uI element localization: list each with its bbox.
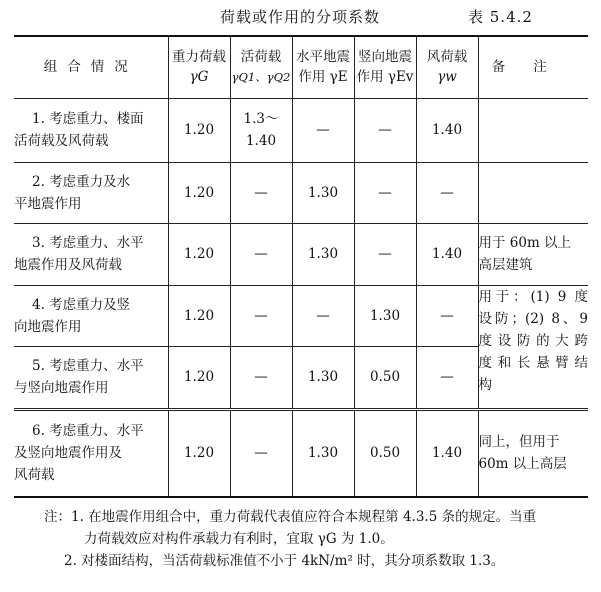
combo-line: 4. 考虑重力及竖: [32, 296, 131, 313]
table-row: [14, 162, 588, 223]
vertical-eq-cell: 0.50: [354, 346, 416, 409]
wind-cell: —: [416, 162, 478, 223]
combo-cell: [14, 223, 168, 285]
horizontal-eq-cell: —: [292, 98, 354, 162]
remark-line: 度设防的大跨: [478, 332, 588, 349]
horizontal-eq-cell: —: [292, 285, 354, 346]
wind-cell: 1.40: [416, 98, 478, 162]
live-cell: —: [230, 409, 292, 497]
vertical-eq-cell: 1.30: [354, 285, 416, 346]
remark-line: 设防；(2) 8、9: [478, 310, 588, 327]
combo-line: 活荷载及风荷载: [14, 133, 109, 149]
combo-cell: [14, 285, 168, 346]
live-line: 1.3～: [243, 111, 279, 127]
combo-line: 向地震作用: [14, 318, 82, 335]
live-cell: —: [230, 285, 292, 346]
combo-line: 与竖向地震作用: [14, 380, 109, 396]
table-row: [14, 285, 588, 346]
vertical-eq-cell: —: [354, 162, 416, 223]
combo-line: 3. 考虑重力、水平: [32, 235, 144, 251]
gravity-cell: 1.20: [168, 162, 230, 223]
live-cell: —: [230, 346, 292, 409]
header-vertical-eq: [354, 36, 416, 98]
header-wind-label: 风荷载: [426, 49, 468, 66]
header-live-label: 活荷载: [240, 49, 282, 66]
combo-cell: [14, 162, 168, 223]
table-row: [14, 98, 588, 162]
vertical-eq-cell: —: [354, 98, 416, 162]
remark-cell: [478, 409, 588, 497]
combo-line: 平地震作用: [14, 195, 82, 212]
header-gravity-symbol: γG: [189, 69, 209, 86]
header-live-symbol: γQ1、γQ2: [231, 70, 291, 85]
coefficient-table: [14, 35, 588, 498]
remark-line: 构: [478, 376, 492, 393]
vertical-eq-cell: —: [354, 223, 416, 285]
wind-cell: —: [416, 285, 478, 346]
combo-line: 6. 考虑重力、水平: [32, 423, 144, 440]
combo-cell: [14, 346, 168, 409]
header-vertical-eq-label: 竖向地震: [358, 49, 412, 66]
header-horizontal-eq: [292, 36, 354, 98]
live-cell: —: [230, 162, 292, 223]
horizontal-eq-cell: 1.30: [292, 346, 354, 409]
combo-line: 风荷载: [14, 467, 55, 484]
table-row: [14, 409, 588, 497]
combo-line: 及竖向地震作用及: [14, 445, 122, 462]
header-horizontal-eq-label: 水平地震: [296, 49, 350, 66]
header-gravity: [168, 36, 230, 98]
table-title: 荷载或作用的分项系数: [219, 8, 380, 26]
gravity-cell: 1.20: [168, 223, 230, 285]
remark-cell: [478, 285, 588, 409]
gravity-cell: 1.20: [168, 285, 230, 346]
wind-cell: 1.40: [416, 223, 478, 285]
combo-line: 2. 考虑重力及水: [32, 173, 131, 190]
live-line: 1.40: [245, 133, 277, 149]
wind-cell: 1.40: [416, 409, 478, 497]
remark-line: 60m 以上高层: [478, 456, 567, 473]
combo-cell: [14, 98, 168, 162]
table-number: 表 5.4.2: [468, 8, 533, 26]
header-wind-symbol: γw: [437, 69, 457, 86]
live-cell: —: [230, 223, 292, 285]
table-row: [14, 223, 588, 285]
gravity-cell: 1.20: [168, 409, 230, 497]
horizontal-eq-cell: 1.30: [292, 409, 354, 497]
remark-line: 度和长悬臂结: [478, 354, 588, 371]
note-1-line-1: 注：1. 在地震作用组合中，重力荷载代表值应符合本规程第 4.3.5 条的规定。当重: [44, 509, 537, 525]
remark-cell: [478, 223, 588, 285]
header-vertical-eq-line2: 作用 γEv: [356, 69, 414, 86]
vertical-eq-cell: 0.50: [354, 409, 416, 497]
header-wind: [416, 36, 478, 98]
gravity-cell: 1.20: [168, 346, 230, 409]
remark-line: 同上，但用于: [478, 434, 560, 451]
note-2: 2. 对楼面结构，当活荷载标准值不小于 4kN/m² 时，其分项系数取 1.3。: [64, 553, 505, 569]
remark-cell: [478, 162, 588, 223]
header-row: [14, 36, 588, 98]
gravity-cell: 1.20: [168, 98, 230, 162]
header-combination: 组合情况: [14, 36, 168, 98]
live-cell: [230, 98, 292, 162]
remark-cell: [478, 98, 588, 162]
remark-line: 高层建筑: [478, 257, 533, 273]
combo-line: 1. 考虑重力、楼面: [32, 111, 144, 127]
header-live: [230, 36, 292, 98]
combo-line: 5. 考虑重力、水平: [32, 358, 144, 374]
wind-cell: —: [416, 346, 478, 409]
remark-line: 用于 60m 以上: [478, 235, 572, 251]
header-remark: 备注: [478, 36, 588, 98]
table-notes: [44, 506, 584, 572]
combo-line: 地震作用及风荷载: [14, 257, 122, 273]
header-gravity-label: 重力荷载: [172, 49, 226, 66]
note-1-line-2: 力荷载效应对构件承载力有利时，宜取 γG 为 1.0。: [84, 531, 394, 547]
combo-cell: [14, 409, 168, 497]
horizontal-eq-cell: 1.30: [292, 223, 354, 285]
remark-line: 用于：(1) 9 度: [478, 288, 588, 305]
horizontal-eq-cell: 1.30: [292, 162, 354, 223]
header-horizontal-eq-line2: 作用 γE: [298, 69, 348, 86]
